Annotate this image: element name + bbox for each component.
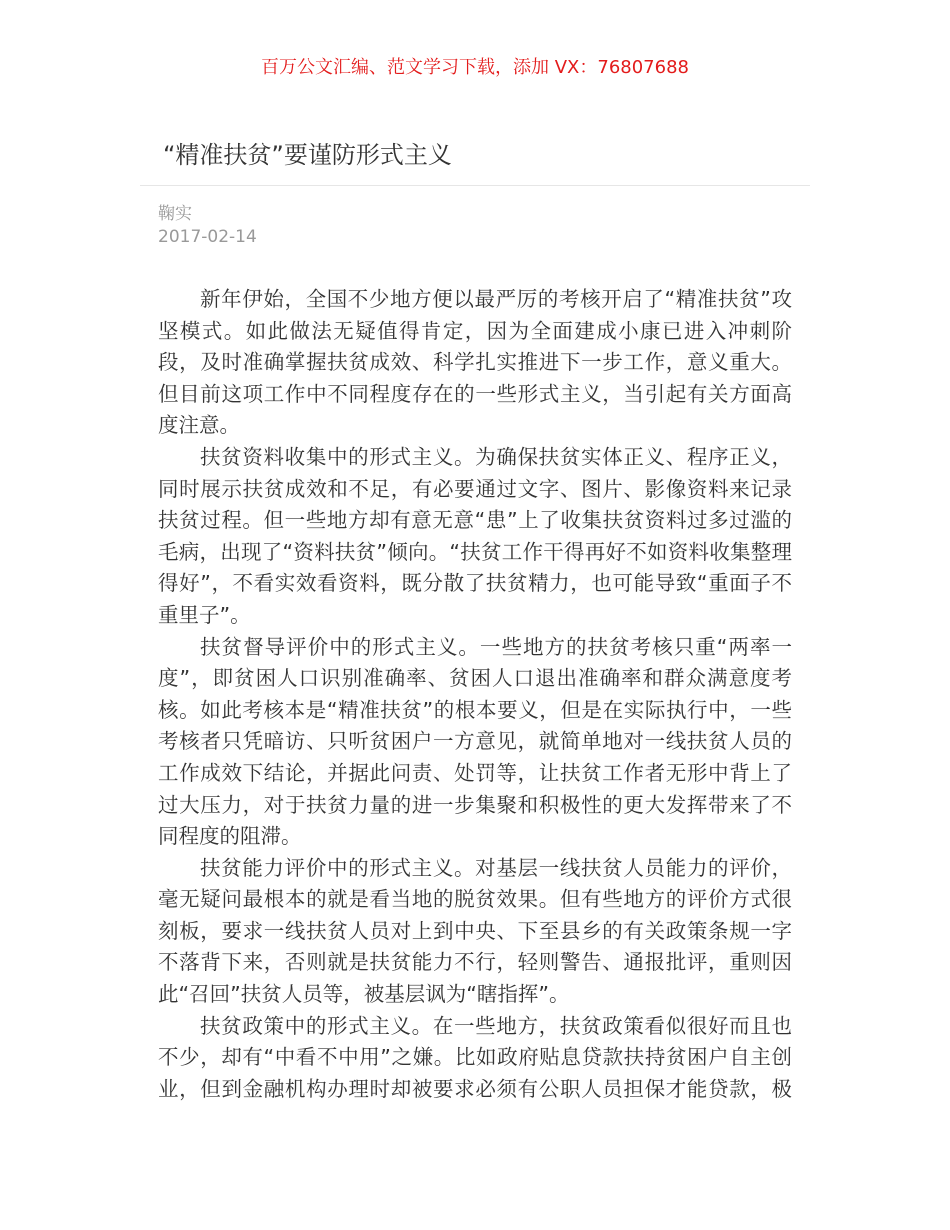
paragraph-line: 刻板，要求一线扶贫人员对上到中央、下至县乡的有关政策条规一字 [158,918,792,943]
article-body [158,284,792,1105]
paragraph-line: 过大压力，对于扶贫力量的进一步集聚和积极性的更大发挥带来了不 [158,792,792,817]
paragraph-line: 毫无疑问最根本的就是看当地的脱贫效果。但有些地方的评价方式很 [158,887,792,912]
paragraph-line: 扶贫政策中的形式主义。在一些地方，扶贫政策看似很好而且也 [200,1013,792,1038]
paragraph-line: 得好”，不看实效看资料，既分散了扶贫精力，也可能导致“重面子不 [158,571,792,596]
paragraph-line: 扶贫资料收集中的形式主义。为确保扶贫实体正义、程序正义， [200,444,792,469]
paragraph-line: 不少，却有“中看不中用”之嫌。比如政府贴息贷款扶持贫困户自主创 [158,1045,792,1070]
paragraph-line: 不落背下来，否则就是扶贫能力不行，轻则警告、通报批评，重则因 [158,950,792,975]
paragraph [158,442,792,632]
paragraph-line: 业，但到金融机构办理时却被要求必须有公职人员担保才能贷款，极 [158,1076,792,1101]
paragraph [158,632,792,853]
paragraph-line: 核。如此考核本是“精准扶贫”的根本要义，但是在实际执行中，一些 [158,697,792,722]
paragraph [158,284,792,442]
paragraph [158,853,792,1011]
paragraph-line: 段，及时准确掌握扶贫成效、科学扎实推进下一步工作，意义重大。 [158,350,792,375]
paragraph-line: 扶贫过程。但一些地方却有意无意“患”上了收集扶贫资料过多过滥的 [158,508,792,533]
paragraph-line: 新年伊始，全国不少地方便以最严厉的考核开启了“精准扶贫”攻 [200,287,792,311]
article-title: “精准扶贫”要谨防形式主义 [163,141,452,169]
paragraph-line: 重里子”。 [158,602,251,627]
paragraph-line: 扶贫能力评价中的形式主义。对基层一线扶贫人员能力的评价， [200,855,792,880]
promo-banner: 百万公文汇编、范文学习下载，添加 VX：76807688 [261,57,689,78]
paragraph-line: 同时展示扶贫成效和不足，有必要通过文字、图片、影像资料来记录 [158,476,792,501]
paragraph-line: 考核者只凭暗访、只听贫困户一方意见，就简单地对一线扶贫人员的 [158,729,792,754]
paragraph-line: 度注意。 [158,413,240,438]
paragraph-line: 同程度的阻滞。 [158,824,302,849]
paragraph-line: 此“召回”扶贫人员等，被基层讽为“瞎指挥”。 [158,982,570,1007]
paragraph [158,1011,792,1106]
paragraph-line: 工作成效下结论，并据此问责、处罚等，让扶贫工作者无形中背上了 [158,760,792,785]
title-divider [140,185,810,186]
paragraph-line: 毛病，出现了“资料扶贫”倾向。“扶贫工作干得再好不如资料收集整理 [158,539,792,564]
article-author: 鞠实 [158,204,192,224]
paragraph-line: 但目前这项工作中不同程度存在的一些形式主义，当引起有关方面高 [158,381,792,406]
paragraph-line: 扶贫督导评价中的形式主义。一些地方的扶贫考核只重“两率一 [200,634,792,659]
paragraph-line: 坚模式。如此做法无疑值得肯定，因为全面建成小康已进入冲刺阶 [158,318,792,343]
paragraph-line: 度”，即贫困人口识别准确率、贫困人口退出准确率和群众满意度考 [158,666,792,691]
article-date: 2017-02-14 [158,227,257,247]
